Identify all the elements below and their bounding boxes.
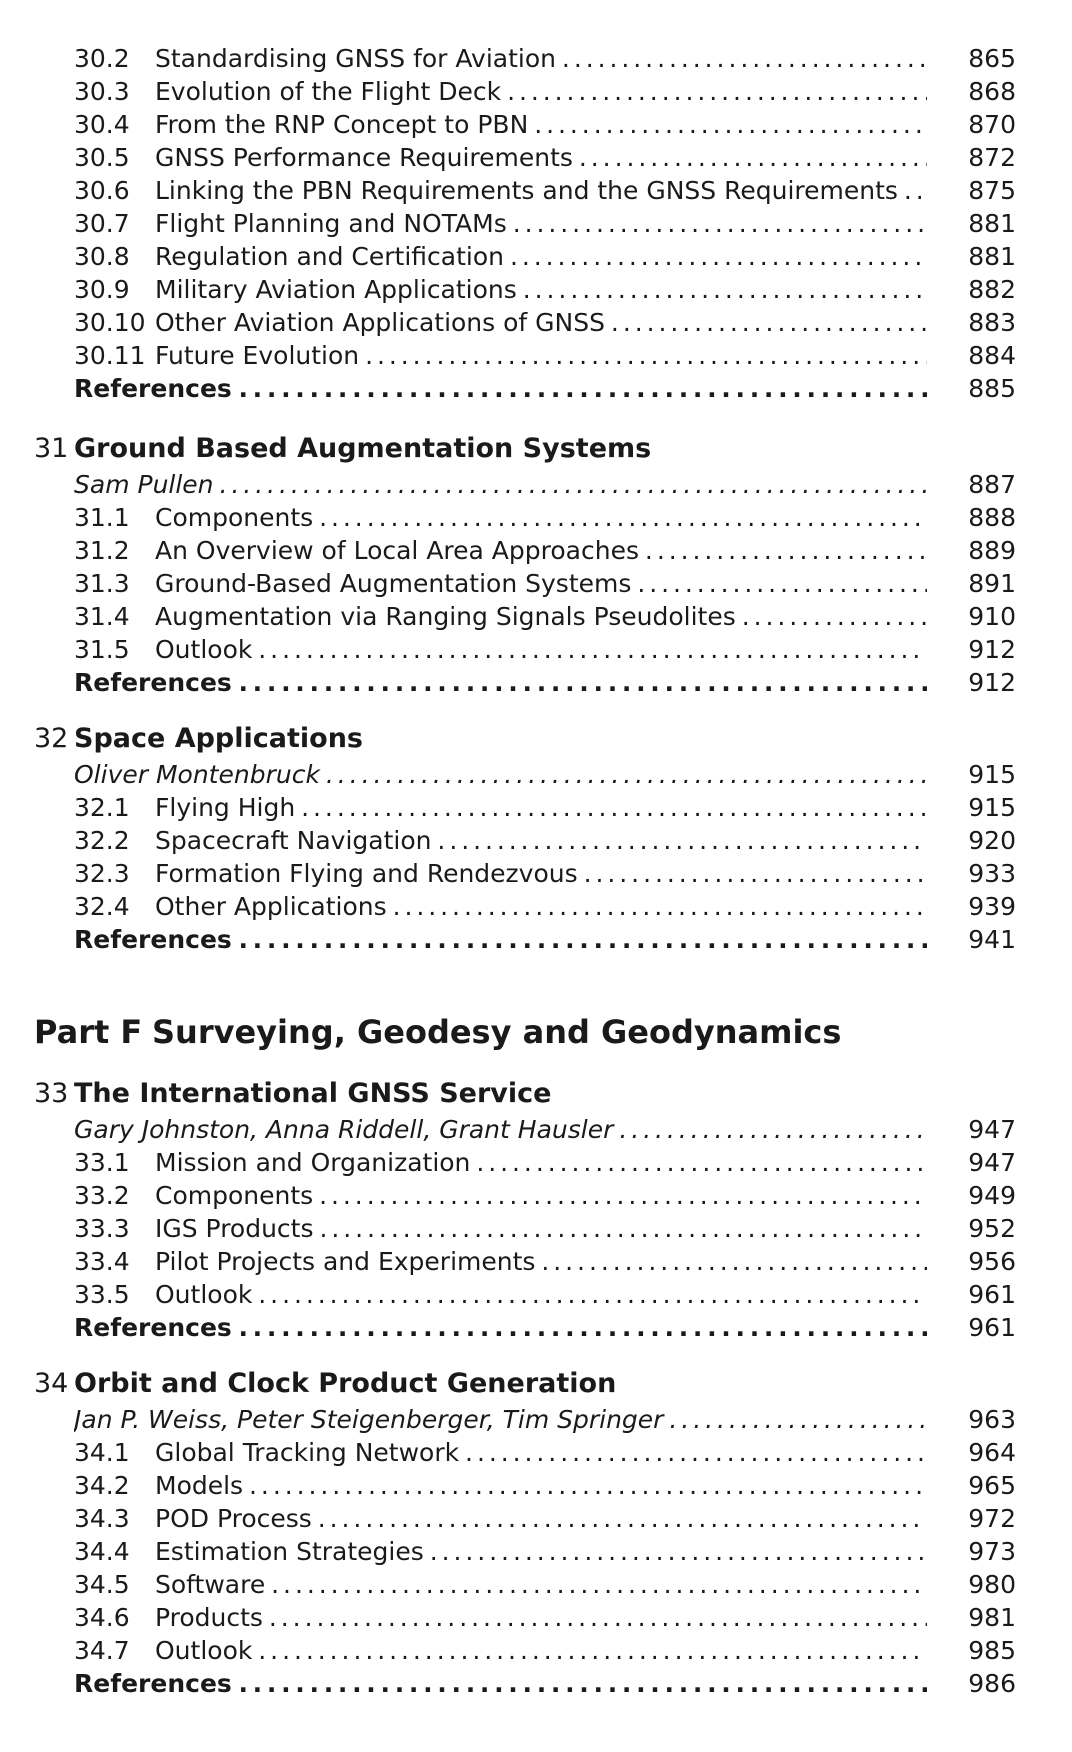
section-title: Future Evolution . . . <box>155 339 927 372</box>
section-number: 33.3 <box>74 1214 130 1243</box>
page-number: 956 <box>968 1247 1016 1276</box>
toc-entry[interactable] <box>0 1436 1072 1469</box>
page-number: 915 <box>968 760 1016 789</box>
page-number: 965 <box>968 1471 1016 1500</box>
section-title: Global Tracking Network . . . <box>155 1436 927 1469</box>
chapter-heading[interactable] <box>0 1365 1072 1403</box>
section-number: 34.2 <box>74 1471 130 1500</box>
page-number: 875 <box>968 176 1016 205</box>
page-number: 947 <box>968 1115 1016 1144</box>
chapter-number: 31 <box>34 433 69 464</box>
page-number: 952 <box>968 1214 1016 1243</box>
page-number: 915 <box>968 793 1016 822</box>
section-title: POD Process . . . <box>155 1502 927 1535</box>
toc-entry[interactable] <box>0 207 1072 240</box>
section-number: 31.5 <box>74 635 130 664</box>
page-number: 947 <box>968 1148 1016 1177</box>
chapter-heading[interactable] <box>0 430 1072 468</box>
section-number: 33.4 <box>74 1247 130 1276</box>
toc-entry[interactable] <box>0 141 1072 174</box>
page-number: 882 <box>968 275 1016 304</box>
author-names: Oliver Montenbruck . . . <box>74 758 927 791</box>
toc-entry[interactable] <box>0 600 1072 633</box>
page-number: 939 <box>968 892 1016 921</box>
section-number: 31.4 <box>74 602 130 631</box>
page-number: 961 <box>968 1280 1016 1309</box>
section-title: Evolution of the Flight Deck . . . <box>155 75 927 108</box>
section-number: 30.6 <box>74 176 130 205</box>
toc-entry[interactable] <box>0 1212 1072 1245</box>
page-number: 891 <box>968 569 1016 598</box>
toc-entry[interactable] <box>0 1502 1072 1535</box>
page-number: 949 <box>968 1181 1016 1210</box>
author-names: Gary Johnston, Anna Riddell, Grant Hausler . . . <box>74 1113 927 1146</box>
section-number: 33.1 <box>74 1148 130 1177</box>
chapter-heading[interactable] <box>0 720 1072 758</box>
section-number: 32.4 <box>74 892 130 921</box>
section-number: 34.4 <box>74 1537 130 1566</box>
page-number: 884 <box>968 341 1016 370</box>
chapter-number: 32 <box>34 723 69 754</box>
toc-entry[interactable] <box>0 108 1072 141</box>
section-title: Linking the PBN Requirements and the GNSS Requirements . . . <box>155 174 927 207</box>
section-title: An Overview of Local Area Approaches . . . <box>155 534 927 567</box>
page-number: 870 <box>968 110 1016 139</box>
toc-entry[interactable] <box>0 174 1072 207</box>
page-number: 910 <box>968 602 1016 631</box>
toc-entry[interactable] <box>0 240 1072 273</box>
section-number: 31.1 <box>74 503 130 532</box>
page-number: 920 <box>968 826 1016 855</box>
page-number: 941 <box>968 925 1016 954</box>
section-title: Outlook . . . <box>155 633 927 666</box>
chapter-number: 34 <box>34 1368 69 1399</box>
toc-entry[interactable] <box>0 1179 1072 1212</box>
section-number: 31.2 <box>74 536 130 565</box>
section-number: 32.1 <box>74 793 130 822</box>
toc-entry[interactable] <box>0 339 1072 372</box>
references-entry[interactable] <box>0 1311 1072 1344</box>
part-title: Surveying, Geodesy and Geodynamics <box>152 1013 842 1051</box>
chapter-title: Orbit and Clock Product Generation <box>74 1368 617 1399</box>
page-number: 912 <box>968 635 1016 664</box>
section-title: IGS Products . . . <box>155 1212 927 1245</box>
section-title: Military Aviation Applications . . . <box>155 273 927 306</box>
section-number: 34.1 <box>74 1438 130 1467</box>
toc-entry[interactable] <box>0 1278 1072 1311</box>
page-number: 885 <box>968 374 1016 403</box>
toc-entry[interactable] <box>0 1469 1072 1502</box>
page-number: 887 <box>968 470 1016 499</box>
chapter-title: Space Applications <box>74 723 363 754</box>
toc-entry[interactable] <box>0 1601 1072 1634</box>
references-label: References . . . <box>74 923 927 956</box>
chapter-title: Ground Based Augmentation Systems <box>74 433 652 464</box>
section-number: 30.10 <box>74 308 146 337</box>
page-number: 881 <box>968 242 1016 271</box>
toc-entry[interactable] <box>0 1245 1072 1278</box>
page-number: 912 <box>968 668 1016 697</box>
section-title: Other Aviation Applications of GNSS . . . <box>155 306 927 339</box>
page-number: 986 <box>968 1669 1016 1698</box>
part-label: Part F <box>34 1013 143 1051</box>
section-number: 32.2 <box>74 826 130 855</box>
references-entry[interactable] <box>0 372 1072 405</box>
section-title: Ground-Based Augmentation Systems . . . <box>155 567 927 600</box>
section-title: From the RNP Concept to PBN . . . <box>155 108 927 141</box>
section-title: Software . . . <box>155 1568 927 1601</box>
chapter-33 <box>0 1075 1072 1344</box>
toc-entry[interactable] <box>0 857 1072 890</box>
section-title: Products . . . <box>155 1601 927 1634</box>
toc-entry[interactable] <box>0 1146 1072 1179</box>
author-names: Jan P. Weiss, Peter Steigenberger, Tim Springer . . . <box>74 1403 927 1436</box>
chapter-number: 33 <box>34 1078 69 1109</box>
page-number: 872 <box>968 143 1016 172</box>
chapter-31 <box>0 430 1072 699</box>
section-number: 30.7 <box>74 209 130 238</box>
section-title: Components . . . <box>155 501 927 534</box>
section-number: 34.3 <box>74 1504 130 1533</box>
section-title: Standardising GNSS for Aviation . . . <box>155 42 927 75</box>
toc-entry[interactable] <box>0 306 1072 339</box>
chapter-heading[interactable] <box>0 1075 1072 1113</box>
page-number: 889 <box>968 536 1016 565</box>
chapter-authors[interactable] <box>0 758 1072 791</box>
toc-entry[interactable] <box>0 1634 1072 1667</box>
section-title: Models . . . <box>155 1469 927 1502</box>
section-number: 34.7 <box>74 1636 130 1665</box>
page-number: 973 <box>968 1537 1016 1566</box>
toc-entry[interactable] <box>0 75 1072 108</box>
section-title: Other Applications . . . <box>155 890 927 923</box>
section-title: Spacecraft Navigation . . . <box>155 824 927 857</box>
toc-entry[interactable] <box>0 633 1072 666</box>
references-entry[interactable] <box>0 923 1072 956</box>
references-label: References . . . <box>74 1311 927 1344</box>
section-number: 34.5 <box>74 1570 130 1599</box>
references-entry[interactable] <box>0 1667 1072 1700</box>
toc-entry[interactable] <box>0 534 1072 567</box>
section-number: 33.5 <box>74 1280 130 1309</box>
toc-entry[interactable] <box>0 42 1072 75</box>
toc-entry[interactable] <box>0 273 1072 306</box>
page-number: 865 <box>968 44 1016 73</box>
section-number: 30.5 <box>74 143 130 172</box>
section-number: 30.2 <box>74 44 130 73</box>
section-number: 30.9 <box>74 275 130 304</box>
part-heading[interactable] <box>34 1010 841 1054</box>
page-number: 961 <box>968 1313 1016 1342</box>
page-number: 933 <box>968 859 1016 888</box>
toc-entry[interactable] <box>0 890 1072 923</box>
section-number: 33.2 <box>74 1181 130 1210</box>
section-title: Mission and Organization . . . <box>155 1146 927 1179</box>
section-title: Estimation Strategies . . . <box>155 1535 927 1568</box>
page-number: 883 <box>968 308 1016 337</box>
page-number: 981 <box>968 1603 1016 1632</box>
toc-entry[interactable] <box>0 791 1072 824</box>
section-title: Pilot Projects and Experiments . . . <box>155 1245 927 1278</box>
references-label: References . . . <box>74 666 927 699</box>
section-number: 32.3 <box>74 859 130 888</box>
section-number: 30.11 <box>74 341 146 370</box>
section-title: Flying High . . . <box>155 791 927 824</box>
section-title: Components . . . <box>155 1179 927 1212</box>
section-title: Outlook . . . <box>155 1634 927 1667</box>
chapter-authors[interactable] <box>0 468 1072 501</box>
chapter-32 <box>0 720 1072 956</box>
section-number: 30.8 <box>74 242 130 271</box>
page-number: 888 <box>968 503 1016 532</box>
page-number: 972 <box>968 1504 1016 1533</box>
references-label: References . . . <box>74 1667 927 1700</box>
section-title: GNSS Performance Requirements . . . <box>155 141 927 174</box>
section-number: 30.4 <box>74 110 130 139</box>
page-number: 868 <box>968 77 1016 106</box>
chapter-authors[interactable] <box>0 1113 1072 1146</box>
chapter-34 <box>0 1365 1072 1700</box>
section-number: 30.3 <box>74 77 130 106</box>
toc-entry[interactable] <box>0 501 1072 534</box>
section-title: Regulation and Certification . . . <box>155 240 927 273</box>
toc-entry[interactable] <box>0 567 1072 600</box>
section-number: 34.6 <box>74 1603 130 1632</box>
page-number: 881 <box>968 209 1016 238</box>
references-label: References . . . <box>74 372 927 405</box>
toc-entry[interactable] <box>0 1535 1072 1568</box>
section-title: Outlook . . . <box>155 1278 927 1311</box>
chapter-authors[interactable] <box>0 1403 1072 1436</box>
page-number: 980 <box>968 1570 1016 1599</box>
toc-entry[interactable] <box>0 1568 1072 1601</box>
chapter-title: The International GNSS Service <box>74 1078 552 1109</box>
chapter-30-continuation <box>0 42 1072 405</box>
author-names: Sam Pullen . . . <box>74 468 927 501</box>
page-number: 964 <box>968 1438 1016 1467</box>
section-title: Formation Flying and Rendezvous . . . <box>155 857 927 890</box>
section-title: Augmentation via Ranging Signals Pseudolites . . . <box>155 600 927 633</box>
references-entry[interactable] <box>0 666 1072 699</box>
section-title: Flight Planning and NOTAMs . . . <box>155 207 927 240</box>
toc-entry[interactable] <box>0 824 1072 857</box>
section-number: 31.3 <box>74 569 130 598</box>
page-number: 985 <box>968 1636 1016 1665</box>
page-number: 963 <box>968 1405 1016 1434</box>
